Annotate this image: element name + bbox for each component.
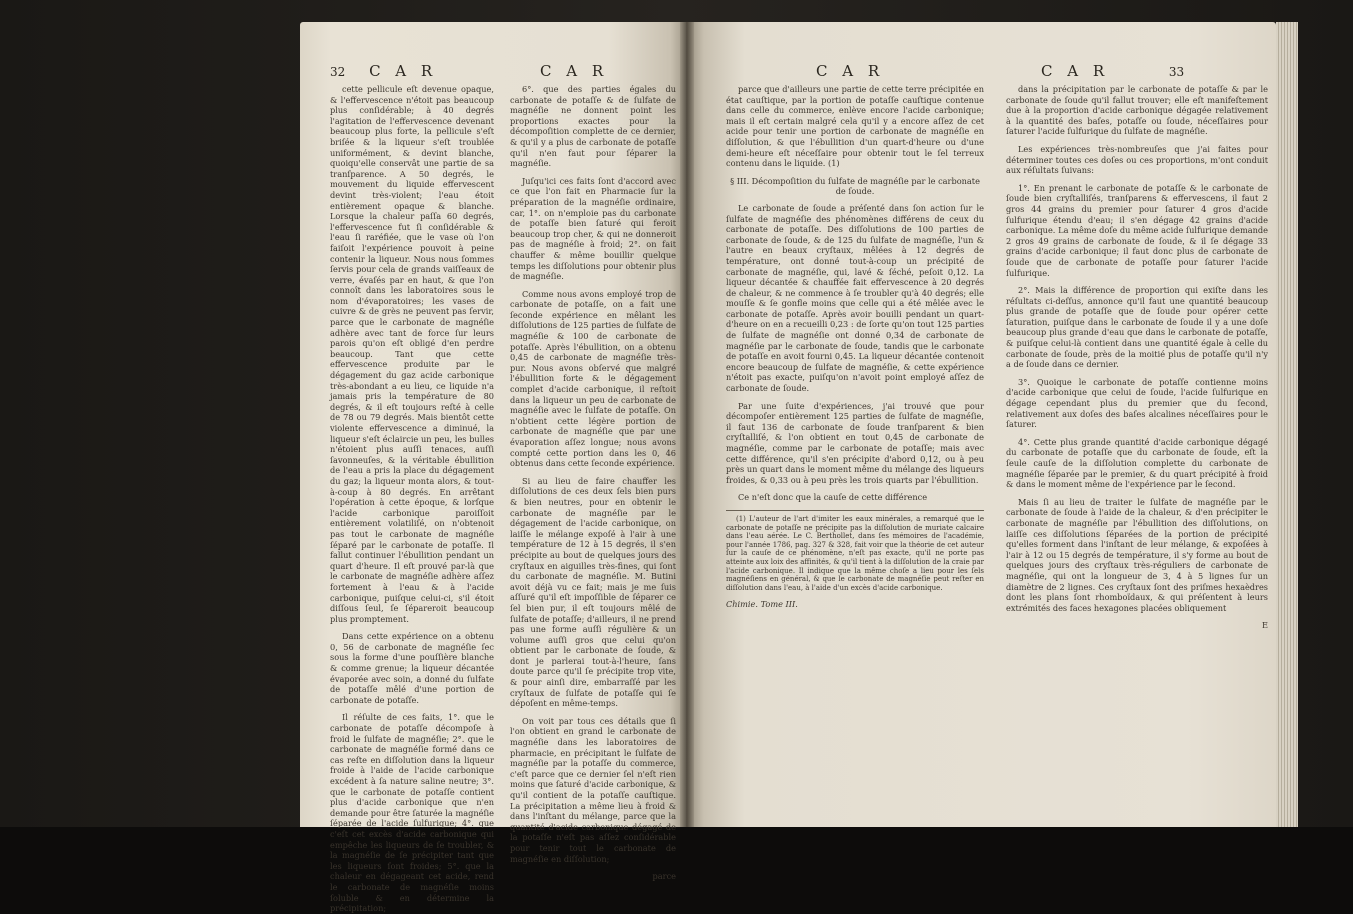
right-page bbox=[686, 22, 1276, 827]
catchword: E bbox=[1262, 620, 1268, 631]
left-page-number: 32 bbox=[330, 65, 346, 79]
paragraph: 2°. Mais la différence de proportion qui exiſte dans les réſultats ci-deſſus, annonce qu'il faut une quantité beaucoup plus grande de potaſſe que de ſoude pour opérer cette ſaturation, puiſque dans le carbonate de ſoude il y a une doſe beaucoup plus grande d'eau que dans le carbonate de potaſſe, & puiſque celui-là contient dans une quantité égale à celle du carbonate de ſoude, près de la moitié plus de potaſſe qu'il n'y a de ſoude dans ce dernier. bbox=[1006, 285, 1268, 370]
paragraph: Mais ſi au lieu de traiter le ſulfate de magnéſie par le carbonate de ſoude à l'aide de la chaleur, & d'en précipiter le carbonate de magnéſie par l'ébullition des diſſolutions, on laiſſe ces diſſolutions ſéparées de la portion de précipité qu'elles forment dans l'inſtant de leur mélange, & expoſées à l'air à 12 ou 15 degrés de température, il s'y forme au bout de quelques jours des cryſtaux très-réguliers de carbonate de magnéſie, qui ont la longueur de 3, 4 à 5 lignes ſur un diamètre de 2 lignes. Ces cryſtaux ſont des priſmes hexaèdres dont les plans ſont rhomboïdaux, & qui préſentent à leurs extrémités des faces hexagones placées obliquement bbox=[1006, 496, 1268, 613]
signature-line: Chimie. Tome III. bbox=[726, 599, 798, 610]
paragraph: 3°. Quoique le carbonate de potaſſe contienne moins d'acide carbonique que celui de ſoude, l'acide ſulfurique en dégage cependant plus du premier que du ſecond, relativement aux doſes des baſes alcalines néceſſaires pour le ſaturer. bbox=[1006, 376, 1268, 430]
footnote-rule bbox=[726, 510, 984, 511]
right-page-column-2 bbox=[1006, 84, 1268, 824]
paragraph: 1°. En prenant le carbonate de potaſſe & le carbonate de ſoude bien cryſtalliſés, tranſparens & effervescens, il faut 2 gros 44 grains du premier pour ſaturer 4 gros d'acide ſulfurique étendu d'eau; il s'en dégage 42 grains d'acide carbonique. La même doſe du même acide ſulfurique demande 2 gros 49 grains de carbonate de ſoude, & il ſe dégage 33 grains d'acide carbonique; il faut donc plus de carbonate de ſoude que de carbonate de potaſſe pour ſaturer l'acide ſulfurique. bbox=[1006, 182, 1268, 278]
left-page-column-2 bbox=[510, 84, 676, 882]
catchword: parce bbox=[652, 871, 676, 882]
section-heading: § III. Décompoſition du ſulfate de magnéſie par le carbonate de ſoude. bbox=[730, 175, 980, 197]
paragraph: On voit par tous ces détails que ſi l'on obtient en grand le carbonate de magnéſie dans les laboratoires de pharmacie, en précipitant le ſulfate de magnéſie par la potaſſe du commerce, c'eſt parce que ce dernier ſel n'eſt rien moins que ſaturé d'acide carbonique, & qu'il contient de la potaſſe cauſtique. La précipitation a même lieu à froid & dans l'inſtant du mélange, parce que la quantité d'acide carbonique dégagé de la potaſſe n'eſt pas aſſez conſidérable pour tenir tout le carbonate de magnéſie en diſſolution; bbox=[510, 715, 676, 864]
paragraph: Les expériences très-nombreuſes que j'ai faites pour déterminer toutes ces doſes ou ces proportions, m'ont conduit aux réſultats ſuivans: bbox=[1006, 143, 1268, 176]
paragraph: Dans cette expérience on a obtenu 0, 56 de carbonate de magnéſie ſec sous la forme d'une pouſſière blanche & comme grenue; la liqueur décantée évaporée avec soin, a donné du ſulfate de potaſſe mêlé d'une portion de carbonate de potaſſe. bbox=[330, 631, 494, 705]
left-running-head-1: C A R bbox=[369, 62, 438, 80]
right-running-head-2: C A R bbox=[1041, 62, 1110, 80]
paragraph: 6°. que des parties égales du carbonate de potaſſe & de ſulfate de magnéſie ne donnent point les proportions exactes pour la décompoſition complette de ce dernier, & qu'il y a plus de carbonate de potaſſe qu'il n'en faut pour ſéparer la magnéſie. bbox=[510, 84, 676, 169]
right-running-head-1: C A R bbox=[816, 62, 885, 80]
paragraph: 4°. Cette plus grande quantité d'acide carbonique dégagé du carbonate de potaſſe que du carbonate de ſoude, eſt la ſeule cauſe de la diſſolution complette du carbonate de magnéſie ſéparée par le premier, & du quart précipité à froid & dans le moment même de l'expérience par le ſecond. bbox=[1006, 436, 1268, 490]
right-page-number: 33 bbox=[1168, 65, 1185, 79]
paragraph: Si au lieu de faire chauffer les diſſolutions de ces deux ſels bien purs & bien neutres, pour en obtenir le carbonate de magnéſie par le dégagement de l'acide carbonique, on laiſſe le mélange expoſé à l'air à une température de 12 à 15 degrés, il s'en précipite au bout de quelques jours des cryſtaux en aiguilles très-fines, qui ſont du carbonate de magnéſie. M. Butini avoit déjà vu ce fait; mais je me ſuis aſſuré qu'il eſt impoſſible de ſéparer ce ſel bien pur, il eſt toujours mêlé de ſulfate de potaſſe; d'ailleurs, il ne prend pas une forme auſſi régulière & un volume auſſi gros que celui qu'on obtient par le carbonate de ſoude, & dont je parlerai tout-à-l'heure, ſans doute parce qu'il ſe précipite trop vite, & pour ainſi dire, embarraſſé par les cryſtaux de ſulfate de potaſſe qui ſe dépoſent en même-temps. bbox=[510, 475, 676, 709]
page-edges bbox=[1276, 22, 1298, 827]
paragraph: Le carbonate de ſoude a préſenté dans ſon action ſur le ſulfate de magnéſie des phénomènes différens de ceux du carbonate de potaſſe. Des diſſolutions de 100 parties de carbonate de ſoude, & de 125 du ſulfate de magnéſie, l'un & l'autre en beaux cryſtaux, mêlées à 12 degrés de température, ont donné tout-à-coup un précipité de carbonate de magnéſie, qui, lavé & ſéché, peſoit 0,12. La liqueur décantée & chauffée fait effervescence à 20 degrés de chaleur, & ne commence à ſe troubler qu'à 40 degrés; elle mouſſe & ſe gonfle moins que celle qui a été mêlée avec le carbonate de potaſſe. Après avoir bouilli pendant un quart-d'heure on en a recueilli 0,23 : de ſorte qu'on tout 125 parties de ſulfate de magnéſie ont donné 0,34 de carbonate de magnéſie par le carbonate de ſoude, tandis que le carbonate de potaſſe en avoit fourni 0,45. La liqueur décantée contenoit encore beaucoup de ſulfate de magnéſie, & cette expérience n'étoit pas exacte, puiſqu'on n'avoit point employé aſſez de carbonate de ſoude. bbox=[726, 202, 984, 394]
left-running-head-2: C A R bbox=[540, 62, 609, 80]
paragraph: Comme nous avons employé trop de carbonate de potaſſe, on a fait une ſeconde expérience en mêlant les diſſolutions de 125 parties de ſulfate de magnéſie & 100 de carbonate de potaſſe. Après l'ébullition, on a obtenu 0,45 de carbonate de magnéſie très-pur. Nous avons obſervé que malgré l'ébullition forte & le dégagement complet d'acide carbonique, il reſtoit dans la liqueur un peu de carbonate de magnéſie avec le ſulfate de potaſſe. On n'obtient cette légère portion de carbonate de magnéſie que par une évaporation aſſez longue; nous avons compté cette portion dans les 0, 46 obtenus dans cette ſeconde expérience. bbox=[510, 288, 676, 469]
right-page-column-1 bbox=[726, 84, 984, 824]
paragraph: dans la précipitation par le carbonate de potaſſe & par le carbonate de ſoude qu'il fallut trouver; elle eſt manifeſtement due à la proportion d'acide carbonique dégagée relativement à la quantité des baſes, potaſſe ou ſoude, néceſſaires pour ſaturer l'acide ſulfurique du ſulfate de magnéſie. bbox=[1006, 84, 1268, 137]
left-page bbox=[300, 22, 686, 914]
footnote: (1) L'auteur de l'art d'imiter les eaux minérales, a remarqué que le carbonate de potaſſe ne précipite pas la diſſolution de muriate calcaire dans l'eau aérée. Le C. Berthollet, dans ſes mémoires de l'académie, pour l'année 1786, pag. 327 & 328, fait voir que la théorie de cet auteur ſur la cauſe de ce phénomène, n'eſt pas exacte, qu'il ne porte pas atteinte aux loix des affinités, & qu'il tient à la diſſolution de la craie par l'acide carbonique. Il indique que la même choſe a lieu pour les ſels magnéſiens en général, & que le carbonate de magnéſie peut reſter en diſſolution dans l'eau, à l'aide d'un excès d'acide carbonique. bbox=[726, 514, 984, 592]
paragraph: parce que d'ailleurs une partie de cette terre précipitée en état cauſtique, par la portion de potaſſe cauſtique contenue dans celle du commerce, enlève encore l'acide carbonique; mais il eſt certain malgré cela qu'il y a encore aſſez de cet acide pour tenir une portion de carbonate de magnéſie en diſſolution, & que l'ébullition d'un quart-d'heure ou d'une demi-heure eſt néceſſaire pour obtenir tout le ſel terreux contenu dans le liquide. (1) bbox=[726, 84, 984, 169]
paragraph: Par une ſuite d'expériences, j'ai trouvé que pour décompoſer entièrement 125 parties de ſulfate de magnéſie, il faut 136 de carbonate de ſoude tranſparent & bien cryſtalliſé, & l'on obtient en tout 0,45 de carbonate de magnéſie, comme par le carbonate de potaſſe; mais avec cette différence, qu'il s'en précipite d'abord 0,12, ou à peu près un quart dans le moment même du mélange des liqueurs froides, & 0,33 ou à peu près les trois quarts par l'ébullition. bbox=[726, 400, 984, 485]
book-gutter bbox=[680, 22, 694, 827]
paragraph: Juſqu'ici ces faits ſont d'accord avec ce que l'on fait en Pharmacie ſur la préparation de la magnéſie ordinaire, car, 1°. on n'emploie pas du carbonate de potaſſe bien ſaturé qui feroit beaucoup trop cher, & qui ne donneroit pas de magnéſie à froid; 2°. on fait chauffer & même bouillir quelque temps les diſſolutions pour obtenir plus de magnéſie. bbox=[510, 175, 676, 282]
left-page-column-1 bbox=[330, 84, 494, 914]
paragraph: Ce n'eſt donc que la cauſe de cette différence bbox=[738, 492, 928, 503]
paragraph: Il réſulte de ces faits, 1°. que le carbonate de potaſſe décompoſe à froid le ſulfate de magnéſie; 2°. que le carbonate de magnéſie formé dans ce cas reſte en diſſolution dans la liqueur froide à l'aide de l'acide carbonique excédent à ſa nature saline neutre; 3°. que le carbonate de potaſſe contient plus d'acide carbonique que n'en demande pour être ſaturée la magnéſie ſéparée de l'acide ſulfurique; 4°. que c'eſt cet excès d'acide carbonique qui empêche les liqueurs de ſe troubler, & la magnéſie de ſe précipiter tant que les liqueurs ſont froides; 5°. que la chaleur en dégageant cet acide, rend le carbonate de magnéſie moins ſoluble & en détermine la précipitation; bbox=[330, 712, 494, 914]
left-page-header bbox=[330, 62, 437, 80]
right-page-header bbox=[1041, 62, 1184, 80]
paragraph: cette pellicule eſt devenue opaque, & l'effervescence n'étoit pas beaucoup plus conſidérable; à 40 degrés l'agitation de l'effervescence devenant beaucoup plus forte, la pellicule s'eſt briſée & la liqueur s'eſt troublée uniformément, & devint blanche, quoiqu'elle conservât une partie de sa tranſparence. A 50 degrés, le mouvement du liquide effervescent devint très-violent; l'eau étoit entièrement opaque & blanche. Lorsque la chaleur paſſa 60 degrés, l'effervescence fut ſi conſidérable & l'eau ſi raréfiée, que le vase où l'on faiſoit l'expérience pouvoit à peine contenir la liqueur. Nous nous ſommes ſervis pour cela de grands vaiſſeaux de verre, évaſés par en haut, & que l'on connoît dans les laboratoires sous le nom d'évaporatoires; les vases de cuivre & de grès ne peuvent pas ſervir, parce que le carbonate de magnéſie adhère avec tant de force ſur leurs parois qu'on eſt obligé d'en perdre beaucoup. Tant que cette effervescence produite par le dégagement du gaz acide carbonique très-abondant a eu lieu, ce liquide n'a jamais pris la température de 80 degrés, & il eſt toujours reſté à celle de 78 ou 79 degrés. Mais bientôt cette violente effervescence a diminué, la liqueur s'eſt éclaircie un peu, les bulles n'étoient plus auſſi tenaces, auſſi ſavonneuſes, & la véritable ébullition de l'eau a pris la place du dégagement du gaz; la liqueur monta alors, & tout-à-coup à 80 degrés. En arrêtant l'opération à cette époque, & lorſque l'acide carbonique paroiſſoit entièrement volatiliſé, on n'obtenoit pas tout le carbonate de magnéſie ſéparé par le carbonate de potaſſe. Il fallut continuer l'ébullition pendant un quart d'heure. Il eſt prouvé par-là que le carbonate de magnéſie adhère aſſez fortement à l'eau & à l'acide carbonique, puiſque celui-ci, s'il étoit diſſous ſeul, ſe ſépareroit beaucoup plus promptement. bbox=[330, 84, 494, 624]
